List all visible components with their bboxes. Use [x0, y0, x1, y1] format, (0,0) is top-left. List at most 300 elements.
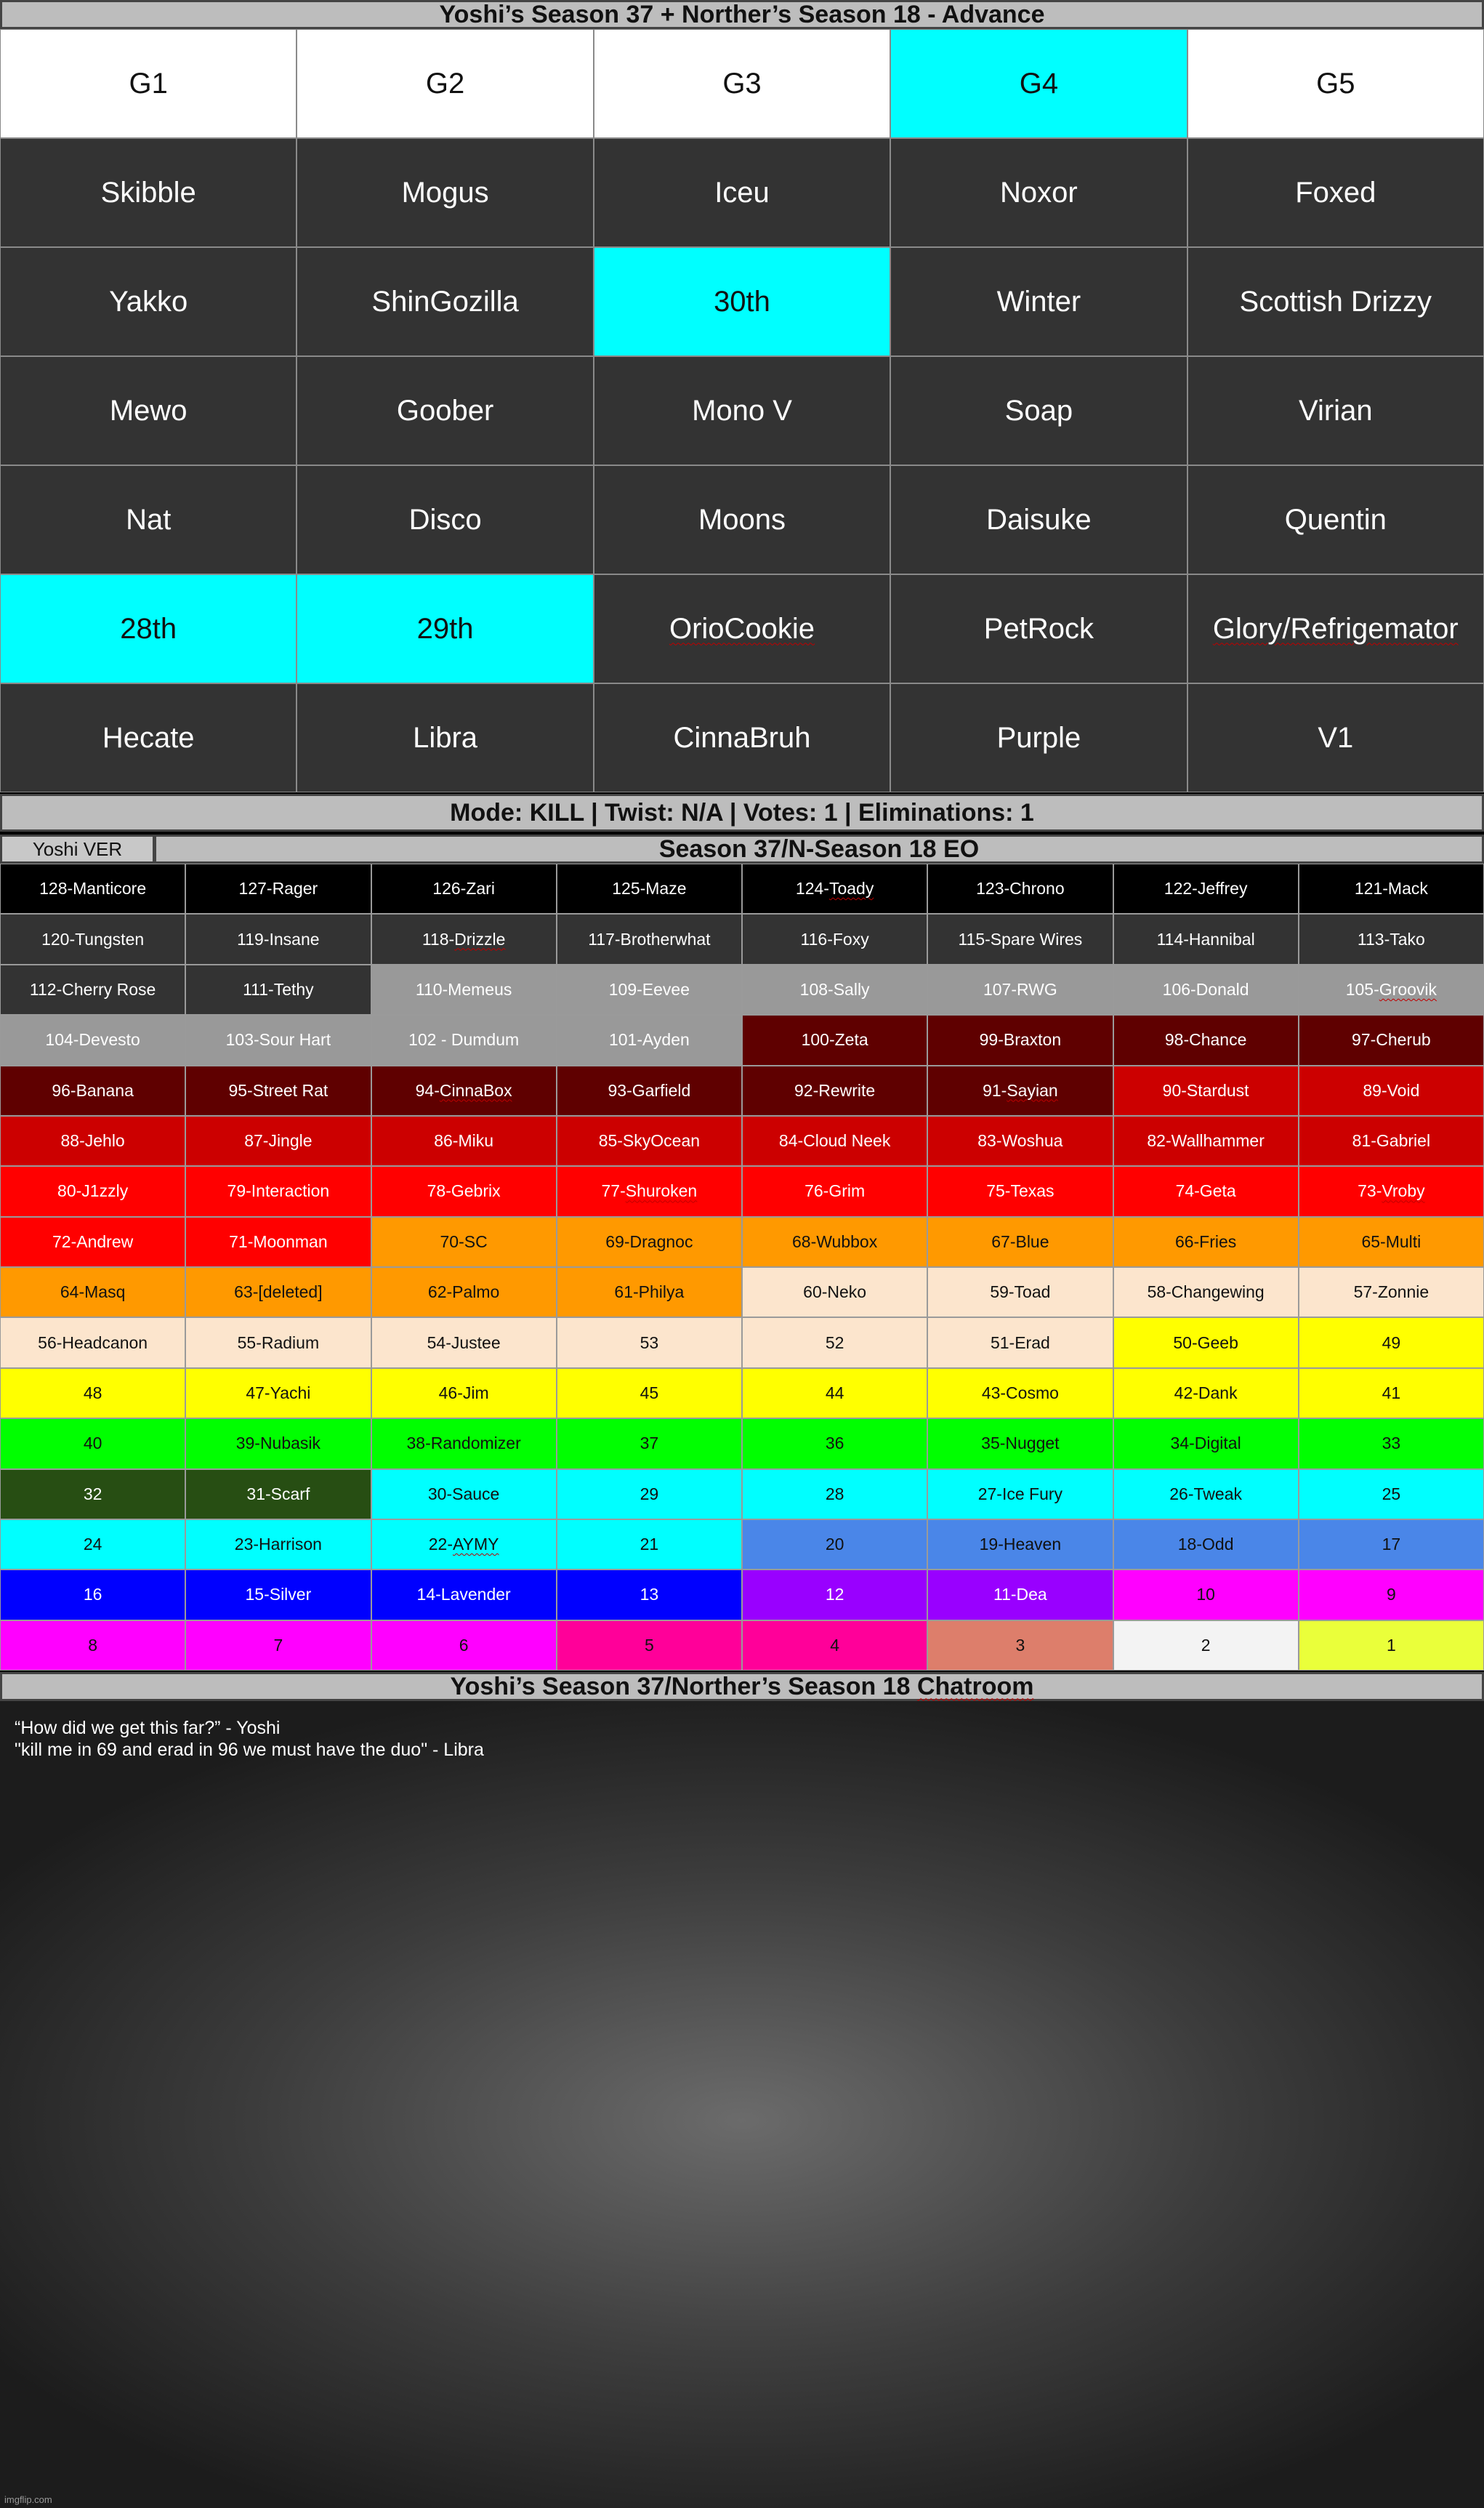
placement-cell	[185, 1116, 371, 1166]
placement-label: 22-AYMY	[428, 1535, 499, 1554]
cell-label: Iceu	[714, 176, 770, 209]
placement-cell	[0, 1418, 185, 1468]
placement-label: 75-Texas	[986, 1181, 1054, 1201]
chatroom-panel	[0, 1701, 1484, 2508]
placement-label: 87-Jingle	[244, 1131, 312, 1151]
placement-label: 15-Silver	[245, 1585, 312, 1604]
cell-label: Mogus	[401, 176, 489, 209]
placement-label: 128-Manticore	[39, 879, 147, 899]
placement-cell	[557, 1116, 742, 1166]
cell-label: Nat	[126, 503, 172, 536]
placement-label: 79-Interaction	[227, 1181, 330, 1201]
placement-label: 57-Zonnie	[1353, 1282, 1429, 1302]
placement-cell	[1113, 965, 1299, 1015]
placement-cell	[742, 914, 927, 964]
placement-label: 28	[825, 1484, 844, 1503]
placement-label: 61-Philya	[614, 1282, 685, 1302]
placement-label: 94-CinnaBox	[415, 1080, 512, 1100]
cell-label: Soap	[1004, 394, 1073, 427]
version-label: Yoshi VER	[0, 835, 155, 864]
placement-cell	[557, 1317, 742, 1367]
placement-label: 56-Headcanon	[38, 1333, 148, 1352]
placement-cell	[1299, 1217, 1484, 1267]
placement-label: 31-Scarf	[246, 1484, 310, 1503]
group-header-cell	[890, 29, 1187, 138]
spellcheck-underline: Drizzle	[454, 929, 506, 949]
placement-cell	[371, 1317, 557, 1367]
placement-label: 89-Void	[1363, 1080, 1420, 1100]
placement-label: 77-Shuroken	[601, 1181, 698, 1201]
placement-label: 67-Blue	[991, 1231, 1049, 1251]
placement-cell	[557, 1368, 742, 1418]
placement-cell	[927, 965, 1113, 1015]
placement-label: 60-Neko	[803, 1282, 867, 1302]
placement-label: 99-Braxton	[979, 1030, 1062, 1050]
cell-label: 29th	[416, 612, 474, 645]
placement-cell	[927, 1569, 1113, 1620]
placement-cell	[742, 1569, 927, 1620]
placement-cell	[185, 1469, 371, 1519]
spellcheck-underline: Shuroken	[625, 1181, 698, 1201]
mode-status-bar: Mode: KILL | Twist: N/A | Votes: 1 | Eliminations: 1	[0, 794, 1484, 832]
advance-player-cell	[297, 683, 593, 792]
placement-label: 8	[88, 1635, 98, 1655]
placement-cell	[185, 1620, 371, 1671]
placement-label: 14-Lavender	[416, 1585, 511, 1604]
advance-player-cell	[0, 138, 297, 247]
placement-cell	[1299, 1317, 1484, 1367]
placement-label: 13	[640, 1585, 659, 1604]
placement-label: 100-Zeta	[801, 1030, 868, 1050]
advance-player-cell	[890, 247, 1187, 356]
cell-label: Mono V	[692, 394, 792, 427]
advance-player-cell	[0, 465, 297, 574]
placement-cell	[1113, 1569, 1299, 1620]
placement-cell	[0, 1569, 185, 1620]
placement-cell	[1299, 1267, 1484, 1317]
advance-player-cell	[1187, 138, 1484, 247]
placement-cell	[557, 1217, 742, 1267]
placement-cell	[557, 864, 742, 914]
placement-cell	[927, 1368, 1113, 1418]
placement-cell	[1299, 1469, 1484, 1519]
placement-label: 69-Dragnoc	[605, 1231, 693, 1251]
placement-label: 93-Garfield	[608, 1080, 691, 1100]
placement-cell	[185, 1418, 371, 1468]
placement-cell	[185, 914, 371, 964]
placement-cell	[742, 1368, 927, 1418]
placement-label: 74-Geta	[1175, 1181, 1236, 1201]
placement-label: 52	[825, 1333, 844, 1352]
placement-label: 30-Sauce	[427, 1484, 500, 1503]
placement-label: 45	[640, 1383, 659, 1402]
advance-player-cell	[594, 683, 890, 792]
cell-label: G5	[1316, 67, 1355, 100]
placement-cell	[1299, 1015, 1484, 1065]
placement-cell	[0, 1267, 185, 1317]
placement-label: 124-Toady	[795, 879, 874, 899]
placement-label: 12	[825, 1585, 844, 1604]
placement-cell	[742, 965, 927, 1015]
placement-label: 37	[640, 1434, 659, 1453]
placement-cell	[742, 1015, 927, 1065]
advance-player-cell	[297, 574, 593, 683]
placement-cell	[0, 1217, 185, 1267]
cell-label: V1	[1318, 721, 1354, 754]
placement-label: 125-Maze	[612, 879, 687, 899]
placement-cell	[1299, 1418, 1484, 1468]
spellcheck-underline: Toady	[828, 879, 874, 899]
placement-label: 113-Tako	[1357, 929, 1425, 949]
placement-cell	[1299, 864, 1484, 914]
placement-label: 63-[deleted]	[234, 1282, 323, 1302]
placement-label: 42-Dank	[1174, 1383, 1238, 1402]
placement-label: 62-Palmo	[427, 1282, 500, 1302]
cell-label: G3	[722, 67, 762, 100]
cell-label: Winter	[996, 285, 1081, 318]
placement-label: 54-Justee	[427, 1333, 501, 1352]
placement-cell	[1299, 1116, 1484, 1166]
placement-label: 55-Radium	[237, 1333, 320, 1352]
cell-label: Quentin	[1284, 503, 1387, 536]
advance-player-cell	[0, 356, 297, 465]
cell-label: 28th	[120, 612, 177, 645]
placement-cell	[557, 1519, 742, 1569]
spellcheck-underline: Sayian	[1007, 1080, 1058, 1100]
placement-cell	[927, 1066, 1113, 1116]
placement-cell	[371, 1569, 557, 1620]
placement-label: 58-Changewing	[1147, 1282, 1265, 1302]
placement-cell	[742, 1620, 927, 1671]
placement-label: 59-Toad	[990, 1282, 1051, 1302]
cell-label: Daisuke	[986, 503, 1092, 536]
placement-cell	[927, 864, 1113, 914]
cell-label: Yakko	[109, 285, 188, 318]
cell-label: Scottish Drizzy	[1239, 285, 1432, 318]
advance-player-cell	[594, 356, 890, 465]
placement-cell	[927, 1469, 1113, 1519]
placement-cell	[0, 914, 185, 964]
placement-label: 7	[273, 1635, 283, 1655]
placement-label: 47-Yachi	[246, 1383, 311, 1402]
group-header-cell	[0, 29, 297, 138]
placement-label: 104-Devesto	[45, 1030, 140, 1050]
placement-cell	[0, 1368, 185, 1418]
advance-title: Yoshi’s Season 37 + Norther’s Season 18 - Advance	[0, 0, 1484, 29]
advance-player-cell	[890, 356, 1187, 465]
placement-label: 38-Randomizer	[406, 1434, 521, 1453]
placement-label: 90-Stardust	[1162, 1080, 1249, 1100]
placement-label: 5	[644, 1635, 654, 1655]
placement-label: 120-Tungsten	[41, 929, 145, 949]
placement-cell	[927, 1519, 1113, 1569]
placement-label: 19-Heaven	[979, 1535, 1062, 1554]
placement-label: 64-Masq	[60, 1282, 126, 1302]
placement-cell	[742, 1116, 927, 1166]
placement-label: 3	[1015, 1635, 1025, 1655]
placement-cell	[1113, 1418, 1299, 1468]
placement-cell	[742, 1418, 927, 1468]
advance-grid	[0, 29, 1484, 792]
cell-label: CinnaBruh	[673, 721, 811, 754]
placement-label: 117-Brotherwhat	[588, 929, 711, 949]
placement-cell	[371, 1368, 557, 1418]
placement-cell	[742, 1317, 927, 1367]
placement-label: 25	[1382, 1484, 1401, 1503]
placement-label: 84-Cloud Neek	[778, 1131, 891, 1151]
placement-label: 16	[83, 1585, 102, 1604]
placement-label: 26-Tweak	[1169, 1484, 1242, 1503]
spellcheck-underline: CinnaBox	[439, 1080, 512, 1100]
placement-label: 107-RWG	[983, 979, 1057, 999]
placement-cell	[0, 1066, 185, 1116]
placement-cell	[0, 965, 185, 1015]
placement-label: 88-Jehlo	[60, 1131, 125, 1151]
placement-label: 1	[1386, 1635, 1396, 1655]
advance-player-cell	[1187, 683, 1484, 792]
chat-message: "kill me in 69 and erad in 96 we must have the duo" - Libra	[15, 1740, 484, 1760]
placement-label: 2	[1201, 1635, 1211, 1655]
elimination-order-grid	[0, 864, 1484, 1671]
placement-label: 119-Insane	[237, 929, 320, 949]
placement-label: 95-Street Rat	[228, 1080, 328, 1100]
advance-player-cell	[297, 247, 593, 356]
advance-player-cell	[0, 574, 297, 683]
placement-cell	[1299, 1620, 1484, 1671]
placement-cell	[371, 1116, 557, 1166]
placement-cell	[1113, 1620, 1299, 1671]
placement-cell	[185, 864, 371, 914]
placement-label: 49	[1382, 1333, 1401, 1352]
placement-cell	[927, 1217, 1113, 1267]
placement-cell	[557, 965, 742, 1015]
placement-cell	[1113, 1116, 1299, 1166]
placement-label: 115-Spare Wires	[958, 929, 1083, 949]
placement-label: 110-Memeus	[415, 979, 512, 999]
eo-header	[0, 835, 1484, 864]
chatroom-title-suffix: Chatroom	[916, 1672, 1034, 1700]
placement-cell	[742, 1166, 927, 1216]
placement-cell	[371, 1015, 557, 1065]
placement-label: 102 - Dumdum	[408, 1030, 520, 1050]
placement-cell	[742, 1469, 927, 1519]
placement-cell	[557, 1267, 742, 1317]
chatroom-title-prefix: Yoshi’s Season 37/Norther’s Season 18	[450, 1672, 917, 1700]
placement-cell	[0, 1620, 185, 1671]
placement-cell	[742, 1267, 927, 1317]
placement-cell	[1113, 864, 1299, 914]
placement-label: 112-Cherry Rose	[29, 979, 156, 999]
placement-label: 108-Sally	[799, 979, 870, 999]
placement-cell	[371, 965, 557, 1015]
placement-label: 32	[83, 1484, 102, 1503]
placement-cell	[1113, 1267, 1299, 1317]
placement-label: 29	[640, 1484, 659, 1503]
placement-cell	[185, 1066, 371, 1116]
advance-player-cell	[594, 247, 890, 356]
placement-label: 70-SC	[440, 1231, 488, 1251]
placement-cell	[371, 1469, 557, 1519]
placement-label: 98-Chance	[1164, 1030, 1247, 1050]
cell-label: Mewo	[109, 394, 187, 427]
placement-label: 43-Cosmo	[981, 1383, 1059, 1402]
placement-label: 53	[640, 1333, 659, 1352]
placement-cell	[742, 1519, 927, 1569]
placement-label: 17	[1382, 1535, 1401, 1554]
placement-cell	[1113, 1166, 1299, 1216]
placement-cell	[371, 1418, 557, 1468]
placement-label: 118-Drizzle	[422, 929, 506, 949]
placement-label: 68-Wubbox	[792, 1231, 878, 1251]
placement-cell	[185, 1267, 371, 1317]
placement-label: 92-Rewrite	[794, 1080, 876, 1100]
placement-label: 106-Donald	[1162, 979, 1249, 999]
placement-label: 109-Eevee	[608, 979, 690, 999]
cell-label: Foxed	[1295, 176, 1376, 209]
placement-cell	[185, 965, 371, 1015]
chatroom-title	[0, 1672, 1484, 1701]
placement-cell	[371, 1066, 557, 1116]
placement-cell	[371, 1519, 557, 1569]
placement-label: 123-Chrono	[976, 879, 1065, 899]
placement-label: 111-Tethy	[243, 979, 314, 999]
placement-label: 46-Jim	[438, 1383, 489, 1402]
advance-player-cell	[297, 465, 593, 574]
placement-cell	[185, 1217, 371, 1267]
cell-label: Skibble	[100, 176, 196, 209]
placement-cell	[927, 914, 1113, 964]
placement-cell	[0, 864, 185, 914]
placement-label: 20	[825, 1535, 844, 1554]
placement-label: 76-Grim	[804, 1181, 866, 1201]
cell-label: Hecate	[102, 721, 195, 754]
spellcheck-underline: Vroby	[1382, 1181, 1425, 1201]
placement-cell	[927, 1317, 1113, 1367]
placement-cell	[557, 1469, 742, 1519]
placement-cell	[0, 1317, 185, 1367]
placement-label: 33	[1382, 1434, 1401, 1453]
placement-label: 122-Jeffrey	[1164, 879, 1248, 899]
placement-label: 21	[640, 1535, 659, 1554]
advance-player-cell	[1187, 465, 1484, 574]
placement-cell	[927, 1267, 1113, 1317]
cell-label: Goober	[396, 394, 494, 427]
placement-cell	[0, 1015, 185, 1065]
placement-cell	[1299, 965, 1484, 1015]
advance-player-cell	[890, 138, 1187, 247]
cell-label: 30th	[714, 285, 770, 318]
cell-label: ShinGozilla	[371, 285, 519, 318]
placement-label: 35-Nugget	[981, 1434, 1060, 1453]
placement-label: 39-Nubasik	[235, 1434, 321, 1453]
placement-cell	[927, 1116, 1113, 1166]
advance-player-cell	[594, 465, 890, 574]
spellcheck-underline: AYMY	[453, 1535, 499, 1554]
cell-label: Libra	[413, 721, 478, 754]
placement-cell	[1299, 1368, 1484, 1418]
placement-label: 96-Banana	[52, 1080, 134, 1100]
cell-label: Moons	[698, 503, 786, 536]
cell-label: Virian	[1299, 394, 1373, 427]
placement-cell	[742, 1066, 927, 1116]
watermark: imgflip.com	[4, 2494, 52, 2505]
placement-cell	[371, 1217, 557, 1267]
group-header-cell	[1187, 29, 1484, 138]
placement-label: 40	[83, 1434, 102, 1453]
placement-label: 9	[1386, 1585, 1396, 1604]
advance-player-cell	[1187, 247, 1484, 356]
advance-player-cell	[890, 574, 1187, 683]
advance-player-cell	[1187, 574, 1484, 683]
cell-label: G2	[425, 67, 465, 100]
placement-label: 10	[1196, 1585, 1215, 1604]
placement-cell	[185, 1569, 371, 1620]
cell-label: Purple	[996, 721, 1081, 754]
advance-player-cell	[594, 574, 890, 683]
cell-label: PetRock	[983, 612, 1094, 645]
placement-label: 81-Gabriel	[1352, 1131, 1431, 1151]
placement-cell	[1113, 1469, 1299, 1519]
placement-label: 65-Multi	[1361, 1231, 1422, 1251]
placement-cell	[185, 1317, 371, 1367]
placement-label: 82-Wallhammer	[1147, 1131, 1265, 1151]
group-header-cell	[297, 29, 593, 138]
placement-cell	[557, 1620, 742, 1671]
advance-player-cell	[594, 138, 890, 247]
placement-label: 101-Ayden	[608, 1030, 690, 1050]
cell-label: OrioCookie	[669, 612, 815, 645]
placement-label: 48	[83, 1383, 102, 1402]
placement-cell	[185, 1166, 371, 1216]
placement-cell	[927, 1620, 1113, 1671]
placement-label: 121-Mack	[1354, 879, 1428, 899]
placement-cell	[185, 1519, 371, 1569]
placement-cell	[1299, 1166, 1484, 1216]
placement-cell	[557, 1015, 742, 1065]
placement-cell	[1113, 914, 1299, 964]
placement-cell	[0, 1469, 185, 1519]
group-header-cell	[594, 29, 890, 138]
advance-player-cell	[297, 356, 593, 465]
placement-cell	[557, 914, 742, 964]
placement-label: 78-Gebrix	[427, 1181, 501, 1201]
placement-cell	[1113, 1368, 1299, 1418]
placement-label: 127-Rager	[238, 879, 318, 899]
placement-label: 51-Erad	[990, 1333, 1050, 1352]
placement-label: 105-Groovik	[1345, 979, 1437, 999]
placement-cell	[1113, 1066, 1299, 1116]
placement-label: 24	[83, 1535, 102, 1554]
placement-cell	[557, 1166, 742, 1216]
advance-player-cell	[890, 465, 1187, 574]
placement-cell	[557, 1569, 742, 1620]
placement-label: 18-Odd	[1177, 1535, 1234, 1554]
placement-label: 72-Andrew	[52, 1231, 134, 1251]
placement-label: 73-Vroby	[1358, 1181, 1425, 1201]
placement-cell	[371, 1620, 557, 1671]
placement-label: 103-Sour Hart	[225, 1030, 331, 1050]
placement-cell	[1299, 1066, 1484, 1116]
placement-label: 27-Ice Fury	[977, 1484, 1063, 1503]
cell-label: Noxor	[1000, 176, 1078, 209]
placement-cell	[1299, 914, 1484, 964]
placement-label: 34-Digital	[1170, 1434, 1241, 1453]
placement-label: 116-Foxy	[800, 929, 869, 949]
placement-label: 6	[459, 1635, 469, 1655]
placement-label: 91-Sayian	[983, 1080, 1058, 1100]
placement-label: 71-Moonman	[229, 1231, 328, 1251]
placement-label: 41	[1382, 1383, 1401, 1402]
